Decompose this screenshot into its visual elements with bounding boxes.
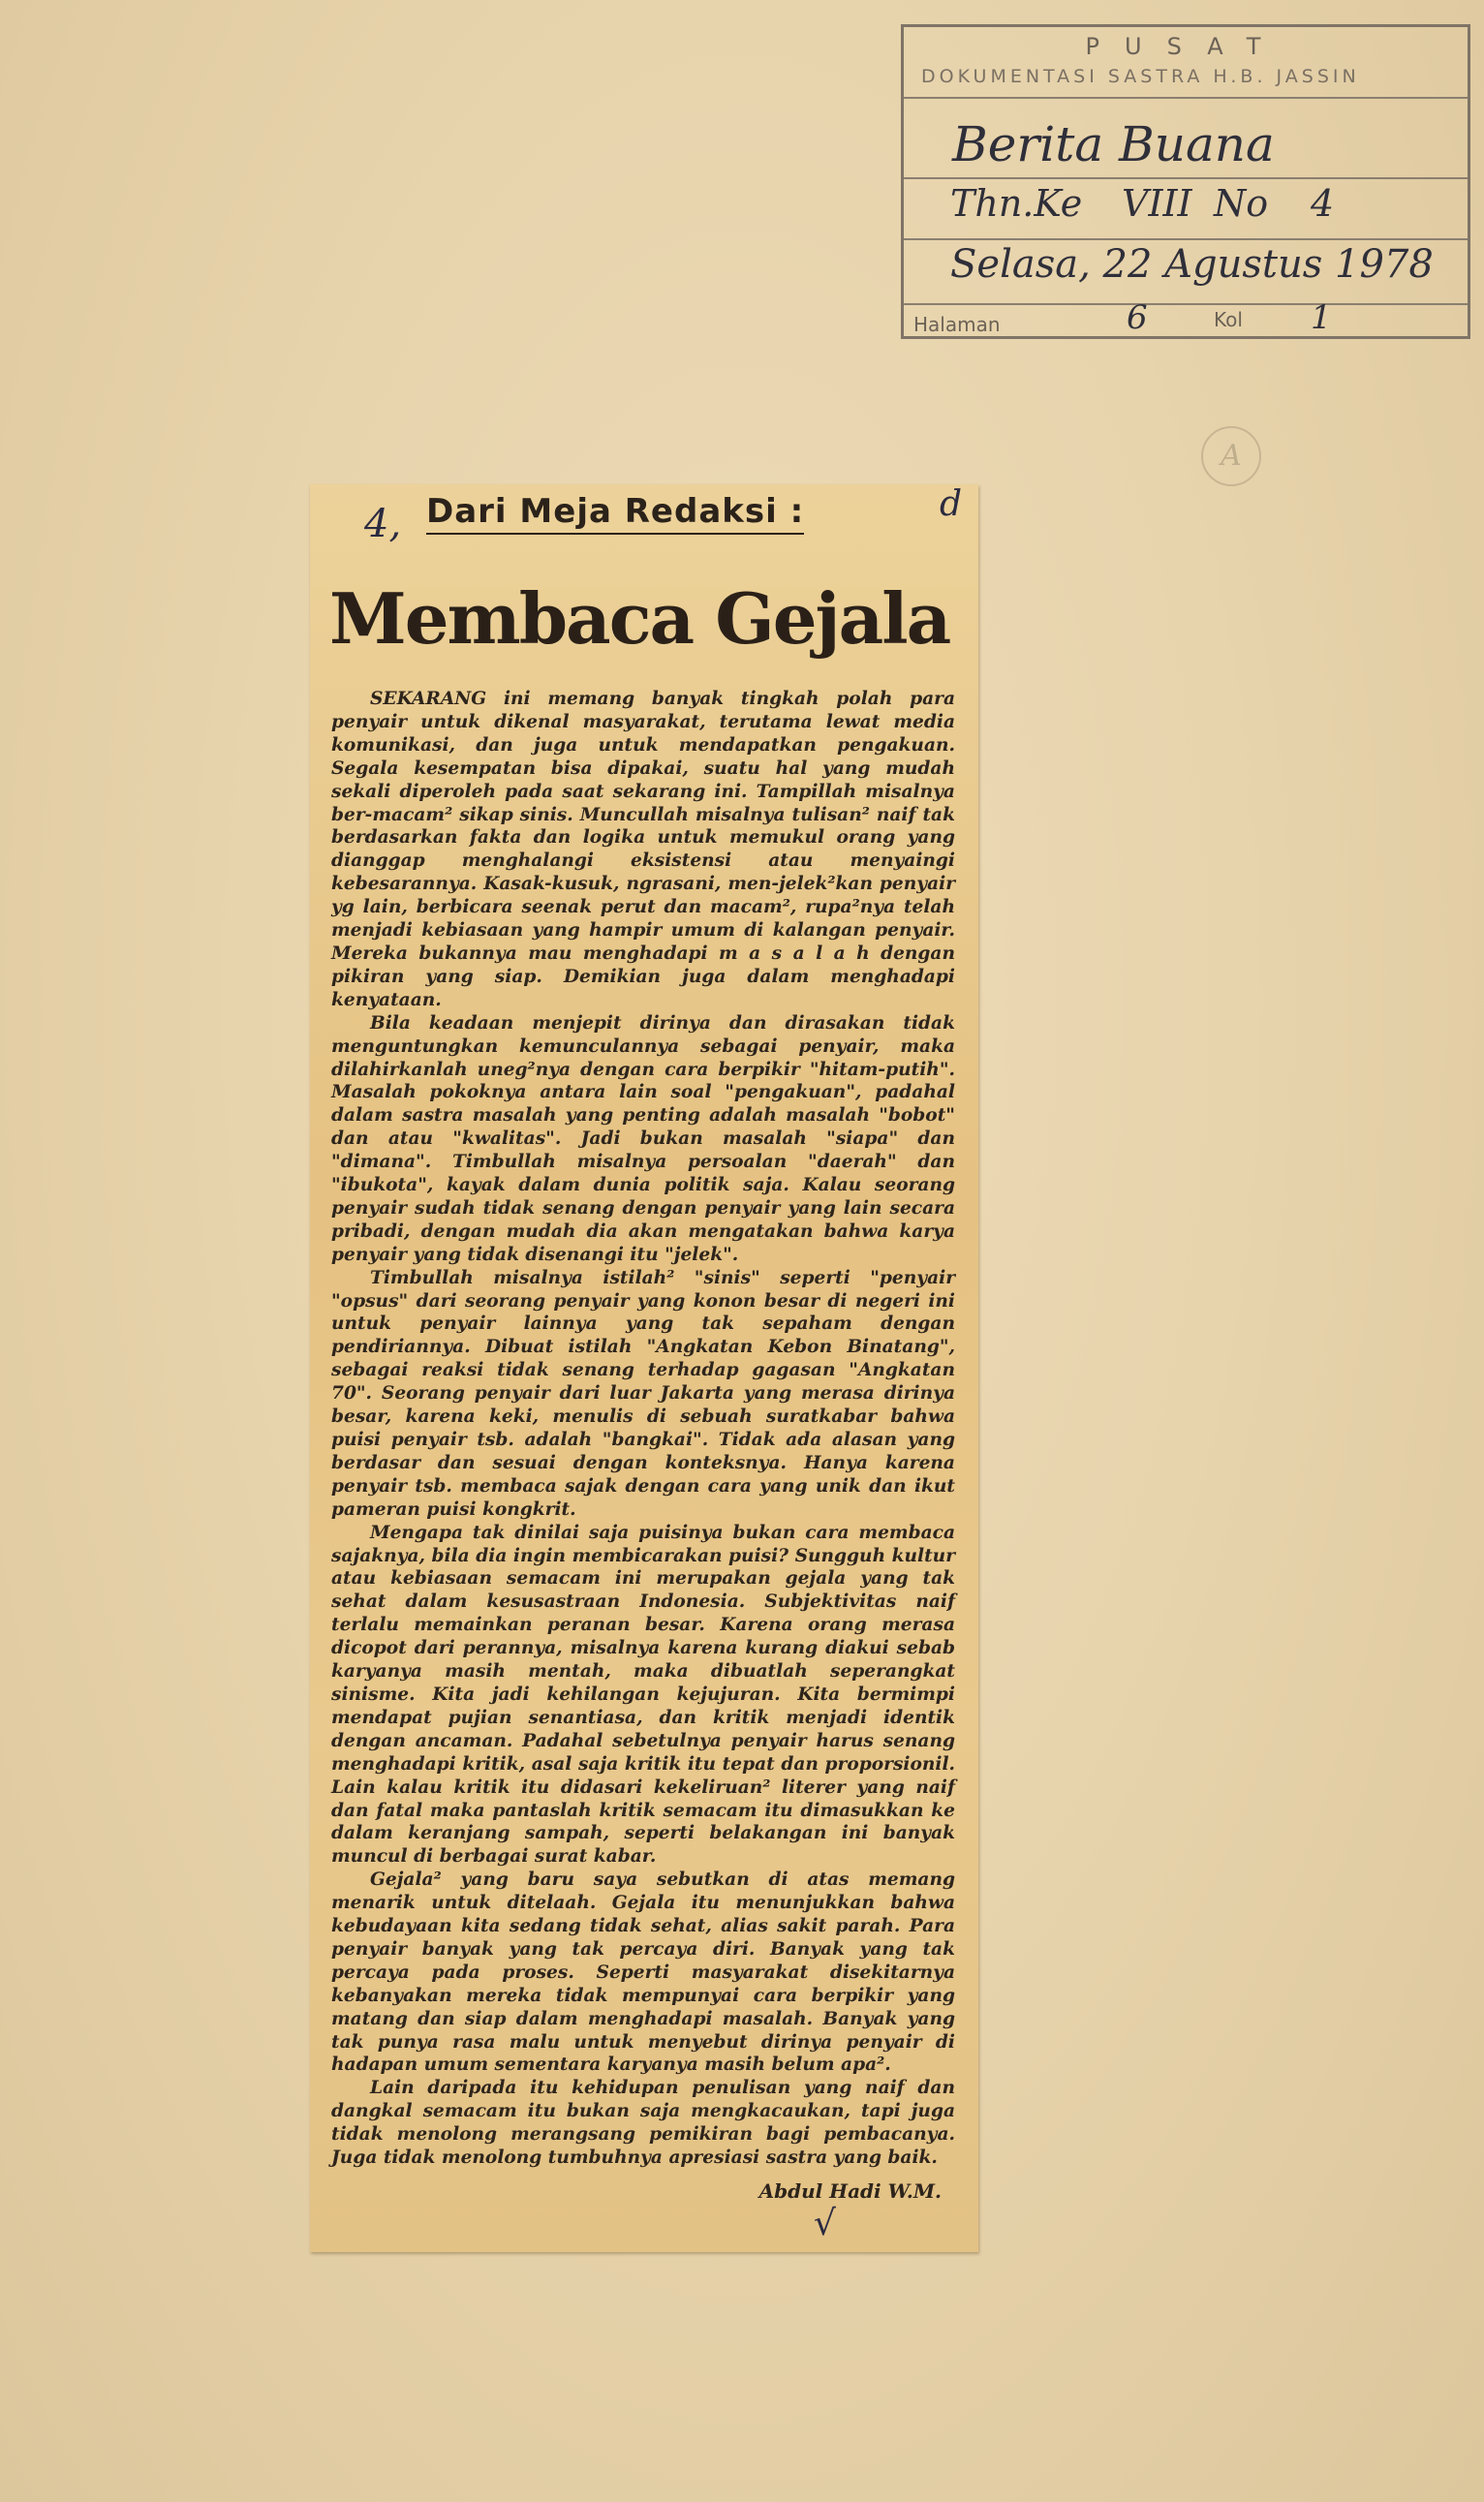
stamp-rule: [904, 177, 1468, 179]
newspaper-clipping: [310, 484, 978, 2252]
stamp-header: PUSAT: [1085, 33, 1286, 60]
stamp-issue-no: 4: [1311, 182, 1335, 225]
stamp-rule: [904, 238, 1468, 240]
stamp-issue-year: VIII: [1122, 182, 1192, 225]
archive-stamp: [901, 24, 1470, 339]
stamp-col-label: Kol: [1214, 308, 1243, 331]
stamp-issue-no-label: No: [1214, 182, 1269, 225]
column-rubric: Dari Meja Redaksi :: [426, 492, 804, 535]
stamp-page-label: Halaman: [913, 313, 1001, 336]
stamp-issue-prefix: Thn.Ke: [950, 182, 1083, 225]
handwritten-tick: √: [814, 2204, 836, 2243]
article-body: [331, 688, 955, 2170]
stamp-rule: [904, 97, 1468, 99]
stamp-subheader: DOKUMENTASI SASTRA H.B. JASSIN: [921, 66, 1360, 87]
article-paragraph: Timbullah misalnya istilah² "sinis" seperti "penyair "opsus" dari seorang penyair yang konon besar di negeri ini untuk penyair lainnya yang tak sepaham dengan pendiriannya. Dibuat istilah "Angkatan Kebon Binatang", sebagai reaksi tidak senang terhadap gagasan "Angkatan 70". Seorang penyair dari luar Jakarta yang merasa dirinya besar, karena keki, menulis di sebuah suratkabar bahwa puisi penyair tsb. adalah "bangkai". Tidak ada alasan yang berdasar dan sesuai dengan konteksnya. Hanya karena penyair tsb. membaca sajak dengan cara yang unik dan ikut pameran puisi kongkrit.: [331, 1267, 955, 1520]
article-headline: Membaca Gejala: [329, 577, 950, 660]
stamp-rule: [904, 303, 1468, 305]
article-paragraph: Lain daripada itu kehidupan penulisan yang naif dan dangkal semacam itu bukan saja mengkacaukan, tapi juga tidak menolong merangsang pemikiran bagi pembacanya. Juga tidak menolong tumbuhnya apresiasi sastra yang baik.: [331, 2078, 955, 2169]
stamp-col-value: 1: [1311, 298, 1332, 337]
circled-annotation: A: [1201, 426, 1261, 486]
article-paragraph: SEKARANG ini memang banyak tingkah polah para penyair untuk dikenal masyarakat, terutama lewat media komunikasi, dan juga untuk mendapatkan pengakuan. Segala kesempatan bisa dipakai, suatu hal yang mudah sekali diperoleh pada saat sekarang ini. Tampillah misalnya ber-macam² sikap sinis. Muncullah misalnya tulisan² naif tak berdasarkan fakta dan logika untuk memukul orang yang dianggap menghalangi eksistensi atau menyaingi kebesarannya. Kasak-kusuk, ngrasani, men-jelek²kan penyair yg lain, berbicara seenak perut dan macam², rupa²nya telah menjadi kebiasaan yang hampir umum di kalangan penyair. Mereka bukannya mau menghadapi m a s a l a h dengan pikiran yang siap. Demikian juga dalam menghadapi kenyataan.: [331, 689, 955, 1010]
handwritten-mark-right: d: [940, 484, 963, 524]
stamp-date: Selasa, 22 Agustus 1978: [950, 242, 1434, 287]
article-paragraph: Bila keadaan menjepit dirinya dan dirasakan tidak menguntungkan kemunculannya sebagai penyair, maka dilahirkanlah uneg²nya dengan cara berpikir "hitam-putih". Masalah pokoknya antara lain soal "pengakuan", padahal dalam sastra masalah yang penting adalah masalah "bobot" dan atau "kwalitas". Jadi bukan masalah "siapa" dan "dimana". Timbullah misalnya persoalan "daerah" dan "ibukota", kayak dalam dunia politik saja. Kalau seorang penyair sudah tidak senang dengan penyair yang lain secara pribadi, dengan mudah dia akan mengatakan bahwa karya penyair yang tidak disenangi itu "jelek".: [331, 1012, 955, 1265]
article-paragraph: Gejala² yang baru saya sebutkan di atas memang menarik untuk ditelaah. Gejala itu menunjukkan bahwa kebudayaan kita sedang tidak sehat, alias sakit parah. Para penyair banyak yang tak percaya diri. Banyak yang tak percaya pada proses. Seperti masyarakat disekitarnya kebanyakan mereka tidak mempunyai cara berpikir yang matang dan siap dalam menghadapi masalah. Banyak yang tak punya rasa malu untuk menyebut dirinya penyair di hadapan umum sementara karyanya masih belum apa².: [331, 1869, 955, 2076]
stamp-page-value: 6: [1127, 298, 1148, 337]
author-signature: Abdul Hadi W.M.: [758, 2179, 942, 2203]
handwritten-mark-left: 4,: [364, 502, 402, 546]
article-paragraph: Mengapa tak dinilai saja puisinya bukan cara membaca sajaknya, bila dia ingin membicarakan puisi? Sungguh kultur atau kebiasaan semacam ini merupakan gejala yang tak sehat dalam kesusastraan Indonesia. Subjektivitas naif terlalu memainkan peranan besar. Karena orang merasa dicopot dari perannya, misalnya karena kurang diakui sebab karyanya masih mentah, maka dibuatlah seperangkat sinisme. Kita jadi kehilangan kejujuran. Kita bermimpi mendapat pujian senantiasa, dan kritik menjadi identik dengan ancaman. Padahal sebetulnya penyair harus senang menghadapi kritik, asal saja kritik itu tepat dan proporsionil. Lain kalau kritik itu didasari kekeliruan² literer yang naif dan fatal maka pantaslah kritik semacam itu dimasukkan ke dalam keranjang sampah, seperti belakangan ini banyak muncul di berbagai surat kabar.: [331, 1522, 955, 1868]
stamp-publication: Berita Buana: [952, 116, 1275, 172]
